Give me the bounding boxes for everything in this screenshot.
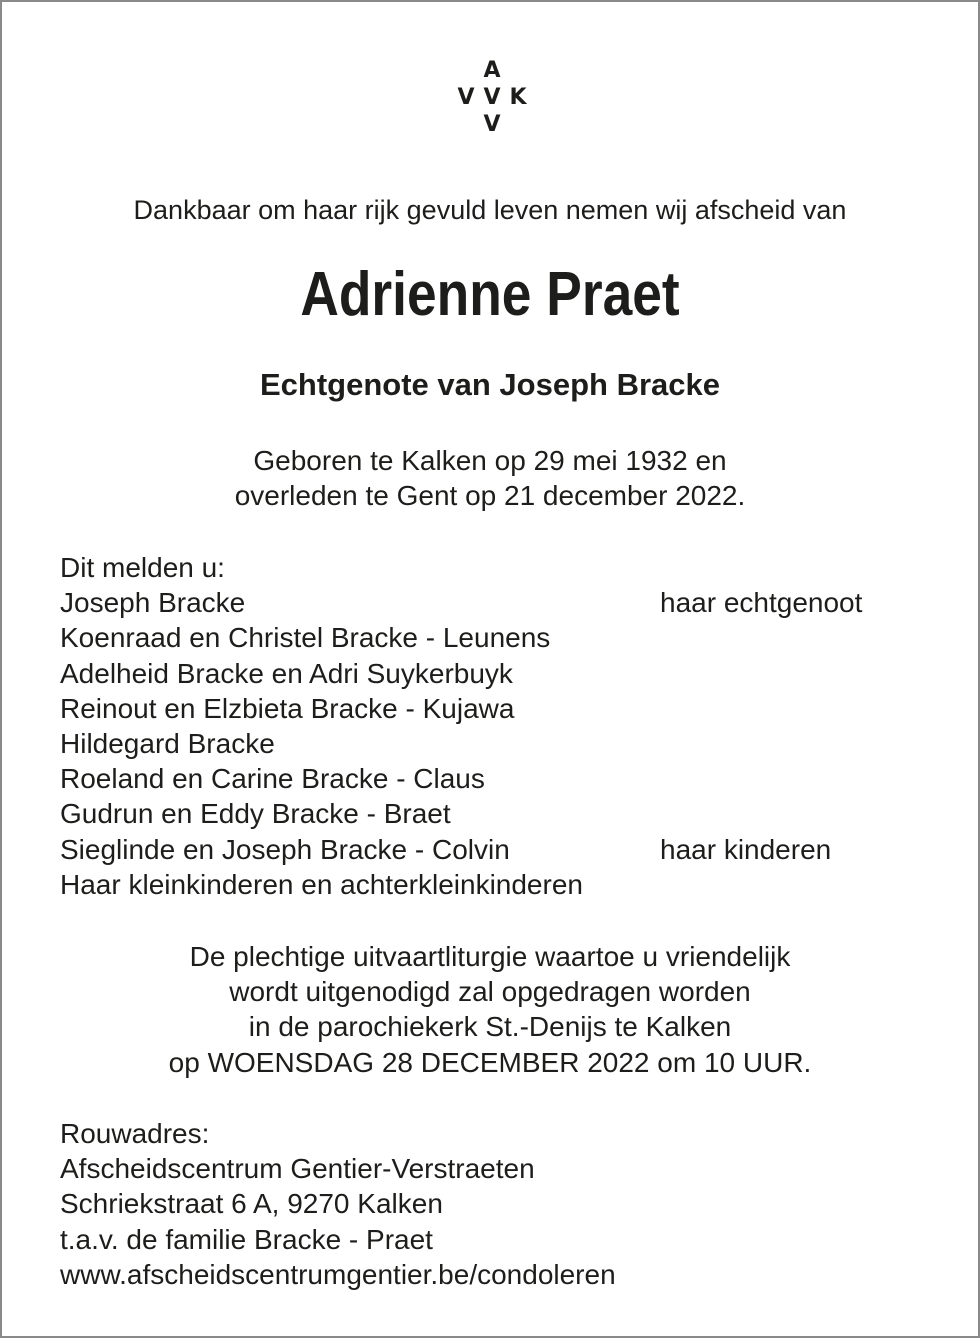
family-list — [60, 550, 863, 902]
member-name: Haar kleinkinderen en achterkleinkinderen — [60, 868, 583, 900]
family-member — [60, 656, 583, 691]
address-line: t.a.v. de familie Bracke - Praet — [60, 1223, 433, 1255]
mourning-address — [60, 1116, 616, 1292]
emblem-letter-center: V — [483, 85, 501, 110]
ceremony-line: op WOENSDAG 28 DECEMBER 2022 om 10 UUR. — [168, 1046, 812, 1078]
death-line: overleden te Gent op 21 december 2022. — [234, 480, 746, 511]
member-name: Koenraad en Christel Bracke - Leunens — [60, 622, 551, 654]
member-name: Adelheid Bracke en Adri Suykerbuyk — [60, 657, 513, 689]
member-role: haar kinderen — [660, 833, 832, 865]
member-name: Roeland en Carine Bracke - Claus — [60, 763, 485, 795]
family-member — [60, 796, 583, 831]
member-role: haar echtgenoot — [660, 587, 863, 619]
family-heading: Dit melden u: — [60, 552, 225, 583]
condolence-url[interactable]: www.afscheidscentrumgentier.be/condoleren — [60, 1258, 616, 1290]
ceremony-line: wordt uitgenodigd zal opgedragen worden — [229, 976, 751, 1008]
family-member — [60, 832, 832, 867]
member-name: Sieglinde en Joseph Bracke - Colvin — [60, 833, 510, 865]
member-name: Joseph Bracke — [60, 587, 246, 619]
family-member — [60, 867, 583, 902]
emblem-letter-left: V — [457, 85, 475, 110]
member-name: Reinout en Elzbieta Bracke - Kujawa — [60, 692, 515, 724]
family-member — [60, 761, 583, 796]
emblem-letter-top: A — [483, 58, 501, 83]
member-name: Gudrun en Eddy Bracke - Braet — [60, 798, 451, 830]
family-member — [60, 691, 583, 726]
family-member — [60, 585, 863, 620]
vvk-emblem — [2, 2, 978, 142]
family-member — [60, 620, 583, 655]
family-member — [60, 726, 583, 761]
ceremony-line: in de parochiekerk St.-Denijs te Kalken — [248, 1011, 732, 1043]
birth-death-dates — [2, 443, 978, 513]
ceremony-line: De plechtige uitvaartliturgie waartoe u vriendelijk — [189, 941, 791, 972]
birth-line: Geboren te Kalken op 29 mei 1932 en — [253, 445, 727, 476]
address-heading: Rouwadres: — [60, 1118, 210, 1149]
ceremony-announcement — [2, 939, 978, 1080]
deceased-name: Adrienne Praet — [300, 260, 680, 329]
emblem-letter-right: K — [509, 85, 527, 110]
emblem-letter-bottom: V — [483, 112, 501, 137]
member-name: Hildegard Bracke — [60, 727, 275, 759]
spouse-line: Echtgenote van Joseph Bracke — [260, 367, 720, 402]
address-line: Afscheidscentrum Gentier-Verstraeten — [60, 1153, 535, 1185]
address-line: Schriekstraat 6 A, 9270 Kalken — [60, 1188, 443, 1220]
intro-text: Dankbaar om haar rijk gevuld leven nemen wij afscheid van — [133, 195, 847, 225]
